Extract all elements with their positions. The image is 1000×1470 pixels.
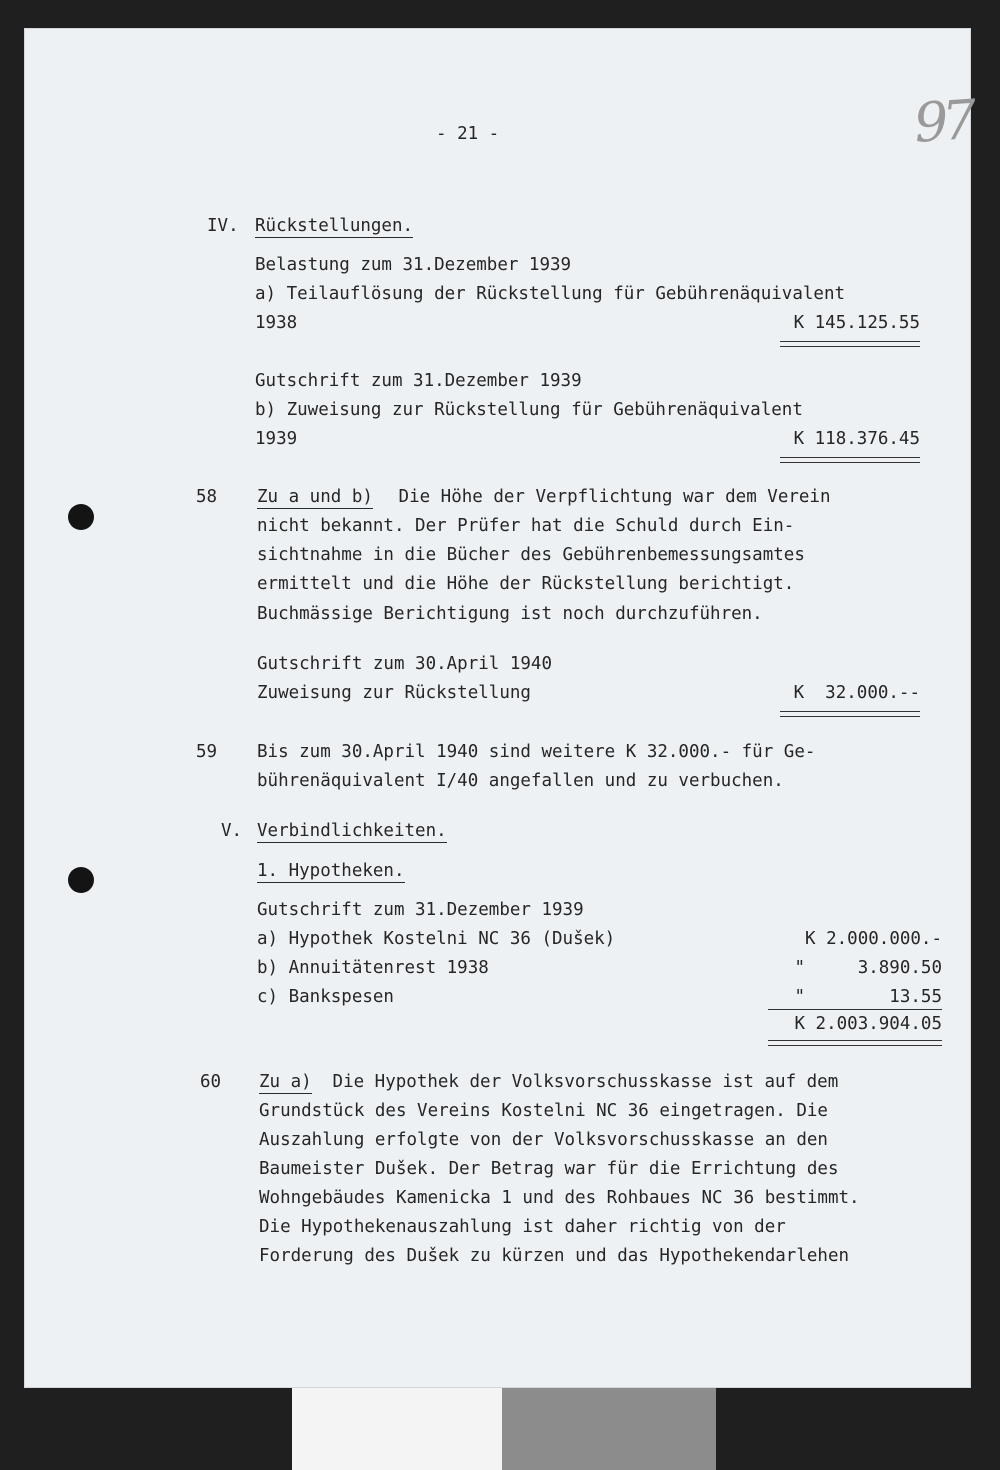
note-60-line-2: Grundstück des Vereins Kostelni NC 36 eingetragen. Die [259, 1101, 828, 1121]
section-iv-heading: Rückstellungen. [255, 216, 414, 236]
section-v-heading: Verbindlichkeiten. [257, 821, 447, 841]
hypothek-item-a: a) Hypothek Kostelni NC 36 (Dušek) [257, 929, 616, 949]
document-page [24, 28, 971, 1388]
note-60-lead: Zu a) [259, 1072, 312, 1092]
note-58-line-1: Die Höhe der Verpflichtung war dem Verein [388, 487, 831, 507]
note-60-line-7: Forderung des Dušek zu kürzen und das Hypothekendarlehen [259, 1246, 850, 1266]
double-rule [780, 711, 920, 717]
hypothek-total: K 2.003.904.05 [794, 1014, 942, 1034]
handwritten-page-number: 97 [911, 88, 973, 155]
hypothek-amount-a: K 2.000.000.- [805, 929, 942, 949]
hypothek-item-b: b) Annuitätenrest 1938 [257, 958, 489, 978]
section-v-numeral: V. [221, 821, 243, 841]
gutschrift-heading-1939: Gutschrift zum 31.Dezember 1939 [255, 371, 582, 391]
hypothek-amount-b: " 3.890.50 [794, 958, 942, 978]
item-b-amount: K 118.376.45 [793, 429, 920, 449]
color-strip-white [292, 1388, 502, 1470]
punch-hole [68, 504, 94, 530]
note-58-lead: Zu a und b) [257, 487, 373, 507]
item-b-year: 1939 [255, 429, 298, 449]
double-rule [768, 1040, 942, 1046]
note-60-line-3: Auszahlung erfolgte von der Volksvorschusskasse an den [259, 1130, 828, 1150]
item-a-amount: K 145.125.55 [793, 313, 920, 333]
double-rule [780, 341, 920, 347]
section-iv-numeral: IV. [207, 216, 239, 236]
gutschrift-heading-hypotheken: Gutschrift zum 31.Dezember 1939 [257, 900, 584, 920]
note-58-line-4: ermittelt und die Höhe der Rückstellung berichtigt. [257, 574, 795, 594]
zuweisung-amount: K 32.000.-- [793, 683, 920, 703]
note-59-line-1: Bis zum 30.April 1940 sind weitere K 32.000.- für Ge- [257, 742, 816, 762]
note-59-line-2: bührenäquivalent I/40 angefallen und zu verbuchen. [257, 771, 784, 791]
hypotheken-heading: 1. Hypotheken. [257, 861, 405, 881]
hypothek-amount-c: " 13.55 [794, 987, 942, 1007]
note-58-number: 58 [196, 487, 218, 507]
note-58-line-2: nicht bekannt. Der Prüfer hat die Schuld durch Ein- [257, 516, 795, 536]
hypothek-item-c: c) Bankspesen [257, 987, 394, 1007]
double-rule [780, 457, 920, 463]
note-59-number: 59 [196, 742, 218, 762]
zuweisung-text: Zuweisung zur Rückstellung [257, 683, 531, 703]
belastung-heading: Belastung zum 31.Dezember 1939 [255, 255, 572, 275]
page-number: - 21 - [436, 124, 500, 144]
note-58-line-3: sichtnahme in die Bücher des Gebührenbemessungsamtes [257, 545, 805, 565]
gutschrift-heading-1940: Gutschrift zum 30.April 1940 [257, 654, 553, 674]
sum-rule [768, 1009, 942, 1010]
note-60-line-6: Die Hypothekenauszahlung ist daher richtig von der [259, 1217, 786, 1237]
note-60-line-4: Baumeister Dušek. Der Betrag war für die Errichtung des [259, 1159, 839, 1179]
color-strip-gray [502, 1388, 716, 1470]
note-60-line-1: Die Hypothek der Volksvorschusskasse ist auf dem [322, 1072, 839, 1092]
item-b-text: b) Zuweisung zur Rückstellung für Gebührenäquivalent [255, 400, 803, 420]
note-60-line-5: Wohngebäudes Kamenicka 1 und des Rohbaues NC 36 bestimmt. [259, 1188, 860, 1208]
item-a-year: 1938 [255, 313, 298, 333]
note-60-number: 60 [200, 1072, 222, 1092]
note-58-line-5: Buchmässige Berichtigung ist noch durchzuführen. [257, 604, 763, 624]
punch-hole [68, 867, 94, 893]
item-a-text: a) Teilauflösung der Rückstellung für Gebührenäquivalent [255, 284, 846, 304]
